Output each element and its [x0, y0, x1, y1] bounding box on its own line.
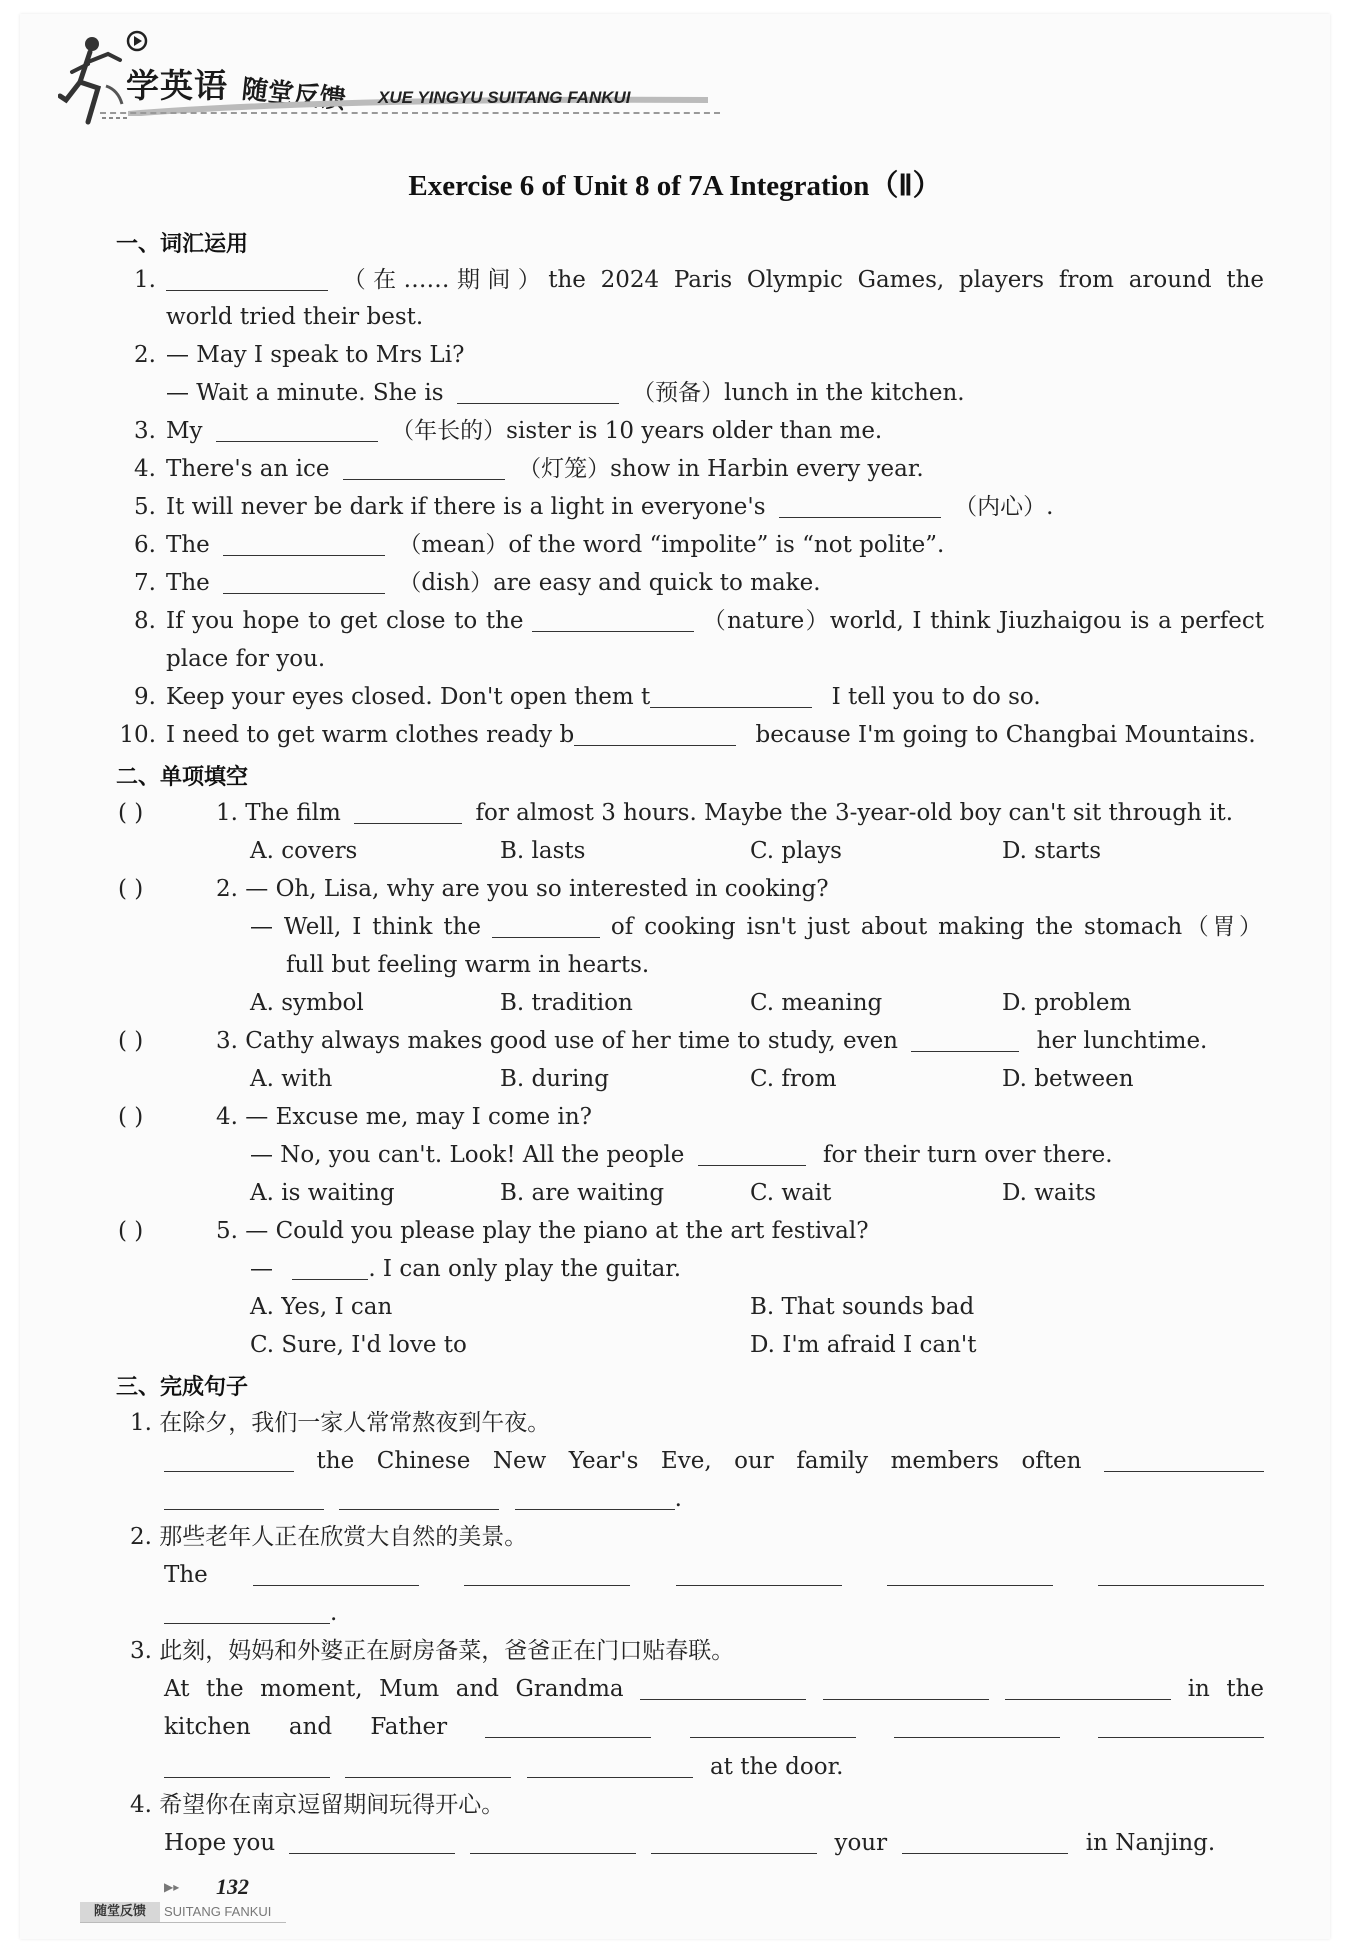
- translate-item-3-en: [164, 1674, 1264, 1704]
- mc-option-b[interactable]: B. are waiting: [500, 1180, 665, 1206]
- translate-item-3-cn: [130, 1636, 734, 1666]
- mc-question-text: . I can only play the guitar.: [368, 1256, 682, 1282]
- vocab-item-2-question: — May I speak to Mrs Li?: [166, 342, 465, 368]
- vocab-item-text: （内心）.: [954, 494, 1054, 520]
- vocab-item-text: （在……期间）the 2024 Paris Olympic Games, players from around the: [342, 267, 1265, 293]
- translate-item-1-en-cont: [164, 1484, 682, 1514]
- mc-question-text: for their turn over there.: [823, 1142, 1113, 1168]
- vocab-item-text: （年长的）sister is 10 years older than me.: [391, 418, 883, 444]
- translate-item-text: At the moment, Mum and Grandma: [164, 1676, 624, 1702]
- mc-question-text: — Excuse me, may I come in?: [245, 1104, 592, 1130]
- brand-subtitle-cn: 随堂反馈: [240, 74, 348, 116]
- vocab-item-number: 8.: [134, 608, 156, 634]
- answer-blank[interactable]: [289, 1833, 455, 1854]
- mc-question-text: The film: [245, 800, 341, 826]
- header-dashed-divider: [100, 112, 720, 114]
- mc-question-number: 3.: [216, 1028, 238, 1054]
- mc-q3-line: [216, 1026, 1207, 1056]
- answer-blank[interactable]: [911, 1031, 1019, 1052]
- mc-option-a[interactable]: A. with: [250, 1066, 333, 1092]
- answer-bracket[interactable]: ( ): [118, 1028, 144, 1054]
- answer-blank[interactable]: [164, 1451, 294, 1472]
- answer-blank[interactable]: [532, 611, 694, 632]
- vocab-item-text: It will never be dark if there is a light in everyone's: [166, 494, 766, 520]
- translate-item-1-en: [164, 1446, 1264, 1476]
- translate-item-text: kitchen and Father: [164, 1714, 448, 1740]
- page-arrow-icon: ▶▸: [164, 1880, 180, 1894]
- mc-option-d[interactable]: D. starts: [1002, 838, 1102, 864]
- answer-blank[interactable]: [651, 1833, 817, 1854]
- answer-blank[interactable]: [894, 1717, 1060, 1738]
- footer-brand-tab: 随堂反馈: [80, 1902, 160, 1922]
- answer-blank[interactable]: [223, 573, 385, 594]
- mc-option-d[interactable]: D. waits: [1002, 1180, 1097, 1206]
- mc-q4-response: [250, 1140, 1113, 1170]
- vocab-item-text: — Wait a minute. She is: [166, 380, 444, 406]
- translate-item-text: in the: [1187, 1676, 1265, 1702]
- vocab-item-6-line: [166, 530, 944, 560]
- answer-blank[interactable]: [650, 687, 812, 708]
- translate-item-text: .: [674, 1486, 682, 1512]
- translate-item-number: 4.: [130, 1792, 152, 1818]
- translate-item-chinese: 此刻，妈妈和外婆正在厨房备菜，爸爸正在门口贴春联。: [159, 1638, 735, 1664]
- mc-option-a[interactable]: A. symbol: [250, 990, 364, 1016]
- answer-bracket[interactable]: ( ): [118, 800, 144, 826]
- answer-blank[interactable]: [470, 1833, 636, 1854]
- vocab-item-text: The: [166, 532, 210, 558]
- vocab-item-number: 2.: [134, 342, 156, 368]
- vocab-item-8-cont: place for you.: [166, 646, 326, 672]
- answer-blank[interactable]: [292, 1259, 368, 1280]
- answer-blank[interactable]: [1098, 1565, 1264, 1586]
- answer-blank[interactable]: [1005, 1679, 1171, 1700]
- translate-item-2-en: [164, 1560, 1264, 1590]
- mc-question-text: — Oh, Lisa, why are you so interested in cooking?: [245, 876, 829, 902]
- answer-blank[interactable]: [527, 1757, 693, 1778]
- vocab-item-1-cont: world tried their best.: [166, 304, 424, 330]
- translate-item-text: in Nanjing.: [1085, 1830, 1216, 1856]
- section-heading-complete-sentences: 三、完成句子: [116, 1375, 249, 1400]
- footer-pinyin: SUITANG FANKUI: [164, 1904, 272, 1919]
- brand-pinyin: XUE YINGYU SUITANG FANKUI: [378, 88, 631, 107]
- mc-question-text: — Well, I think the: [250, 914, 482, 940]
- answer-blank[interactable]: [164, 1603, 330, 1624]
- translate-item-3-en-end: [164, 1752, 843, 1782]
- translate-item-4-en: [164, 1828, 1215, 1858]
- vocab-item-number: 5.: [134, 494, 156, 520]
- answer-blank[interactable]: [676, 1565, 842, 1586]
- translate-item-1-cn: [130, 1408, 550, 1438]
- mc-option-c[interactable]: C. meaning: [750, 990, 883, 1016]
- answer-blank[interactable]: [166, 270, 328, 291]
- translate-item-number: 3.: [130, 1638, 152, 1664]
- translate-item-text: The: [164, 1562, 208, 1588]
- vocab-item-text: because I'm going to Changbai Mountains.: [755, 722, 1256, 748]
- mc-q4-line: [216, 1102, 592, 1132]
- vocab-item-1-line: [166, 265, 1264, 295]
- vocab-item-number: 10.: [119, 722, 156, 748]
- vocab-item-text: My: [166, 418, 203, 444]
- vocab-item-number: 1.: [134, 267, 156, 293]
- translate-item-2-cn: [130, 1522, 527, 1552]
- answer-blank[interactable]: [223, 535, 385, 556]
- translate-item-chinese: 在除夕，我们一家人常常熬夜到午夜。: [159, 1410, 551, 1436]
- section-heading-vocabulary: 一、词汇运用: [116, 232, 249, 257]
- mc-option-d[interactable]: D. I'm afraid I can't: [750, 1332, 977, 1358]
- vocab-item-text: The: [166, 570, 210, 596]
- mc-option-c[interactable]: C. wait: [750, 1180, 832, 1206]
- vocab-item-number: 4.: [134, 456, 156, 482]
- answer-blank[interactable]: [485, 1717, 651, 1738]
- vocab-item-text: I need to get warm clothes ready b: [166, 722, 575, 748]
- answer-blank[interactable]: [574, 725, 736, 746]
- vocab-item-number: 9.: [134, 684, 156, 710]
- mc-option-a[interactable]: A. is waiting: [250, 1180, 395, 1206]
- vocab-item-text: If you hope to get close to the: [166, 608, 524, 634]
- answer-bracket[interactable]: ( ): [118, 1104, 144, 1130]
- mc-option-c[interactable]: C. Sure, I'd love to: [250, 1332, 467, 1358]
- vocab-item-8-line: [166, 606, 1264, 636]
- mc-option-c[interactable]: C. plays: [750, 838, 842, 864]
- mc-option-b[interactable]: B. tradition: [500, 990, 633, 1016]
- answer-blank[interactable]: [698, 1145, 806, 1166]
- answer-blank[interactable]: [343, 459, 505, 480]
- vocab-item-7-line: [166, 568, 821, 598]
- mc-option-a[interactable]: A. Yes, I can: [250, 1294, 393, 1320]
- answer-blank[interactable]: [1098, 1717, 1264, 1738]
- section-heading-multiple-choice: 二、单项填空: [116, 765, 249, 790]
- answer-blank[interactable]: [640, 1679, 806, 1700]
- translate-item-number: 2.: [130, 1524, 152, 1550]
- translate-item-text: your: [834, 1830, 888, 1856]
- mc-question-number: 4.: [216, 1104, 238, 1130]
- footer-divider: [80, 1922, 286, 1923]
- translate-item-text: at the door.: [709, 1754, 844, 1780]
- translate-item-4-cn: [130, 1790, 504, 1820]
- answer-blank[interactable]: [339, 1489, 499, 1510]
- answer-blank[interactable]: [690, 1717, 856, 1738]
- vocab-item-text: （dish）are easy and quick to make.: [398, 570, 821, 596]
- vocab-item-number: 3.: [134, 418, 156, 444]
- mc-q2-line: [216, 874, 829, 904]
- mc-q2-cont: full but feeling warm in hearts.: [286, 952, 650, 978]
- mc-question-text: for almost 3 hours. Maybe the 3-year-old boy can't sit through it.: [475, 800, 1234, 826]
- mc-option-a[interactable]: A. covers: [250, 838, 358, 864]
- answer-blank[interactable]: [515, 1489, 675, 1510]
- answer-blank[interactable]: [457, 383, 619, 404]
- vocab-item-4-line: [166, 454, 924, 484]
- mc-question-text: —: [250, 1256, 273, 1282]
- translate-item-text: the Chinese New Year's Eve, our family members often: [316, 1448, 1082, 1474]
- vocab-item-9-line: [166, 682, 1041, 712]
- mc-question-text: — No, you can't. Look! All the people: [250, 1142, 685, 1168]
- answer-bracket[interactable]: ( ): [118, 876, 144, 902]
- brand-title-cn: 学英语: [126, 66, 228, 105]
- mc-question-text: her lunchtime.: [1036, 1028, 1208, 1054]
- vocab-item-text: （nature）world, I think Jiuzhaigou is a perfect: [702, 608, 1264, 634]
- answer-bracket[interactable]: ( ): [118, 1218, 144, 1244]
- mc-q1-line: [216, 798, 1233, 828]
- mc-q5-response: [250, 1254, 681, 1284]
- answer-blank[interactable]: [464, 1565, 630, 1586]
- mc-option-b[interactable]: B. lasts: [500, 838, 586, 864]
- answer-blank[interactable]: [345, 1757, 511, 1778]
- vocab-item-text: （mean）of the word “impolite” is “not polite”.: [398, 532, 945, 558]
- page-number: 132: [216, 1874, 249, 1899]
- translate-item-2-en-cont: [164, 1598, 337, 1628]
- translate-item-chinese: 那些老年人正在欣赏大自然的美景。: [159, 1524, 528, 1550]
- mc-question-number: 1.: [216, 800, 238, 826]
- vocab-item-10-line: [166, 720, 1256, 750]
- mc-q5-line: [216, 1216, 869, 1246]
- mc-option-b[interactable]: B. during: [500, 1066, 609, 1092]
- answer-blank[interactable]: [823, 1679, 989, 1700]
- answer-blank[interactable]: [253, 1565, 419, 1586]
- answer-blank[interactable]: [779, 497, 941, 518]
- vocab-item-text: There's an ice: [166, 456, 330, 482]
- answer-blank[interactable]: [1104, 1451, 1264, 1472]
- page-title: Exercise 6 of Unit 8 of 7A Integration（Ⅱ）: [408, 170, 942, 202]
- mc-q2-response: [250, 912, 1262, 942]
- translate-item-chinese: 希望你在南京逗留期间玩得开心。: [159, 1792, 505, 1818]
- answer-blank[interactable]: [164, 1489, 324, 1510]
- translate-item-text: Hope you: [164, 1830, 276, 1856]
- vocab-item-text: （灯笼）show in Harbin every year.: [518, 456, 924, 482]
- vocab-item-text: Keep your eyes closed. Don't open them t: [166, 684, 651, 710]
- mc-question-number: 5.: [216, 1218, 238, 1244]
- answer-blank[interactable]: [887, 1565, 1053, 1586]
- answer-blank[interactable]: [216, 421, 378, 442]
- vocab-item-5-line: [166, 492, 1053, 522]
- translate-item-text: .: [330, 1600, 338, 1626]
- vocab-item-text: （预备）lunch in the kitchen.: [632, 380, 965, 406]
- mc-question-text: of cooking isn't just about making the stomach（胃）: [610, 914, 1263, 940]
- mc-option-c[interactable]: C. from: [750, 1066, 837, 1092]
- mc-option-d[interactable]: D. between: [1002, 1066, 1134, 1092]
- vocab-item-number: 6.: [134, 532, 156, 558]
- mc-option-b[interactable]: B. That sounds bad: [750, 1294, 975, 1320]
- vocab-item-text: I tell you to do so.: [831, 684, 1041, 710]
- answer-blank[interactable]: [354, 803, 462, 824]
- vocab-item-2-answer: [166, 378, 965, 408]
- mc-option-d[interactable]: D. problem: [1002, 990, 1132, 1016]
- vocab-item-3-line: [166, 416, 882, 446]
- vocab-item-number: 7.: [134, 570, 156, 596]
- mc-question-text: — Could you please play the piano at the art festival?: [245, 1218, 869, 1244]
- answer-blank[interactable]: [492, 917, 600, 938]
- answer-blank[interactable]: [164, 1757, 330, 1778]
- mc-question-number: 2.: [216, 876, 238, 902]
- translate-item-3-en-cont: [164, 1712, 1264, 1742]
- translate-item-number: 1.: [130, 1410, 152, 1436]
- mc-question-text: Cathy always makes good use of her time to study, even: [245, 1028, 898, 1054]
- answer-blank[interactable]: [902, 1833, 1068, 1854]
